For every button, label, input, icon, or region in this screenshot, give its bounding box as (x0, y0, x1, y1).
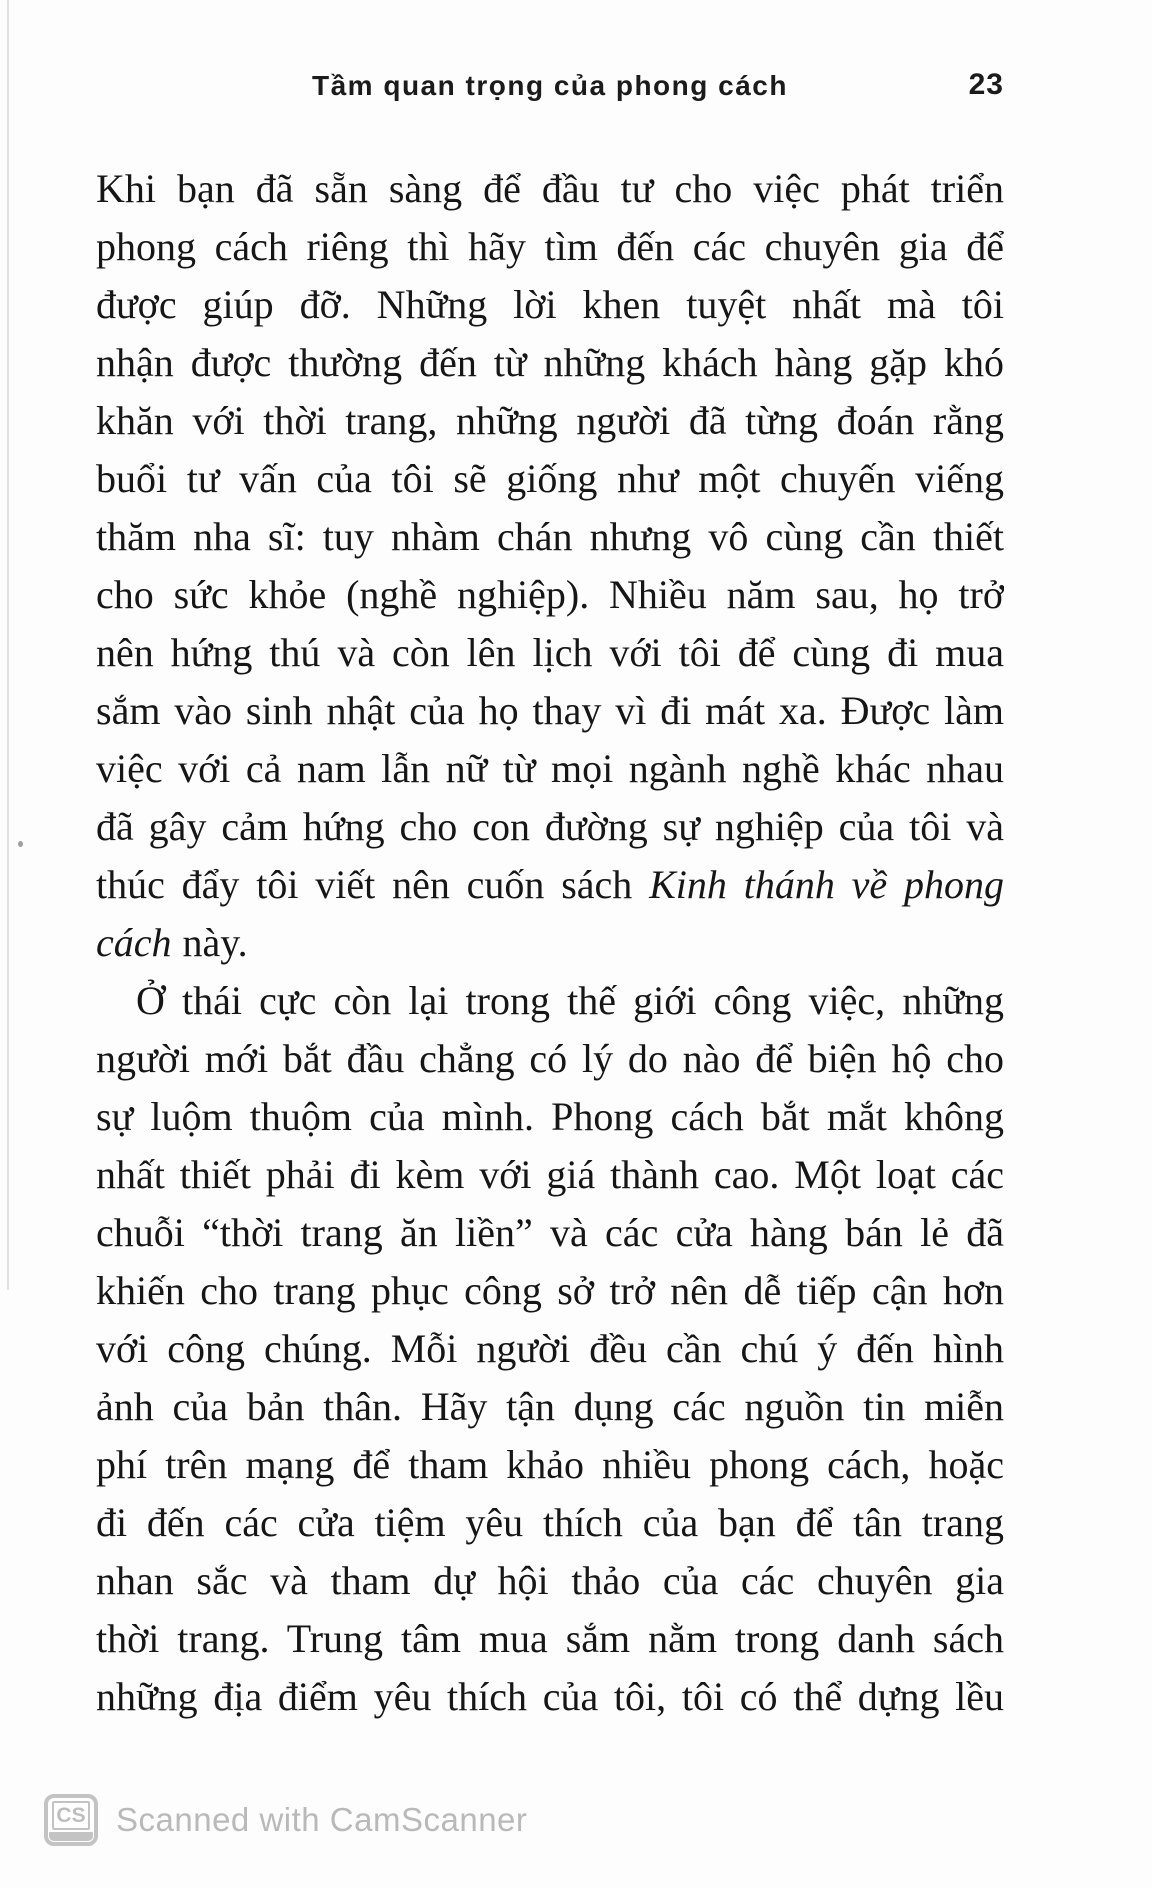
text-segment: nhận được thường đến từ những khách hàng gặp khó (96, 340, 1004, 385)
text-segment: phí trên mạng để tham khảo nhiều phong cách, hoặc (96, 1442, 1004, 1487)
text-segment: những địa điểm yêu thích của tôi, tôi có thể dựng lều (96, 1674, 1004, 1719)
watermark-text: Scanned with CamScanner (116, 1801, 528, 1838)
text-segment: người mới bắt đầu chẳng có lý do nào để biện hộ cho (96, 1036, 1004, 1081)
cs-icon-label: CS (52, 1801, 90, 1830)
text-line (96, 1320, 1004, 1378)
text-segment: phong cách riêng thì hãy tìm đến các chuyên gia để (96, 224, 1004, 269)
text-line (96, 856, 1004, 914)
text-segment: khiến cho trang phục công sở trở nên dễ tiếp cận hơn (96, 1268, 1004, 1313)
text-segment: nhất thiết phải đi kèm với giá thành cao. Một loạt các (96, 1152, 1004, 1197)
text-line (96, 624, 1004, 682)
text-segment: Khi bạn đã sẵn sàng để đầu tư cho việc phát triển (96, 166, 1004, 211)
running-header (96, 0, 1004, 120)
text-line (96, 798, 1004, 856)
book-title-italic: Kinh thánh về phong (649, 862, 1004, 907)
text-segment: thăm nha sĩ: tuy nhàm chán nhưng vô cùng cần thiết (96, 514, 1004, 559)
text-segment: thời trang. Trung tâm mua sắm nằm trong danh sách (96, 1616, 1004, 1661)
text-segment: sự luộm thuộm của mình. Phong cách bắt mắt không (96, 1094, 1004, 1139)
camscanner-cs-icon (44, 1794, 98, 1846)
page-number: 23 (968, 68, 1004, 101)
text-line (96, 914, 1004, 972)
text-line (96, 276, 1004, 334)
text-line (96, 1378, 1004, 1436)
cs-icon-bar (49, 1832, 93, 1841)
text-line (96, 1088, 1004, 1146)
text-segment: cho sức khỏe (nghề nghiệp). Nhiều năm sau, họ trở (96, 572, 1004, 617)
text-segment: nên hứng thú và còn lên lịch với tôi để cùng đi mua (96, 630, 1004, 675)
text-line (96, 218, 1004, 276)
chapter-title: Tầm quan trọng của phong cách (312, 70, 788, 101)
text-line (96, 682, 1004, 740)
text-segment: này. (171, 920, 248, 965)
text-line (96, 1146, 1004, 1204)
paragraph (96, 160, 1004, 972)
text-segment: chuỗi “thời trang ăn liền” và các cửa hàng bán lẻ đã (96, 1210, 1004, 1255)
text-segment: được giúp đỡ. Những lời khen tuyệt nhất mà tôi (96, 282, 1004, 327)
text-segment: buổi tư vấn của tôi sẽ giống như một chuyến viếng (96, 456, 1004, 501)
text-line (96, 740, 1004, 798)
text-segment: thúc đẩy tôi viết nên cuốn sách (96, 862, 650, 907)
text-line (96, 508, 1004, 566)
camscanner-watermark (44, 1792, 527, 1848)
text-segment: với công chúng. Mỗi người đều cần chú ý đến hình (96, 1326, 1004, 1371)
text-line (96, 450, 1004, 508)
scan-speck-artifact (18, 841, 23, 847)
text-segment: khăn với thời trang, những người đã từng đoán rằng (96, 398, 1004, 443)
text-line (96, 1552, 1004, 1610)
text-line (96, 566, 1004, 624)
text-segment: đã gây cảm hứng cho con đường sự nghiệp của tôi và (96, 804, 1004, 849)
paragraph (96, 972, 1004, 1726)
text-line (96, 392, 1004, 450)
text-line (96, 1436, 1004, 1494)
text-segment: nhan sắc và tham dự hội thảo của các chuyên gia (96, 1558, 1004, 1603)
text-line (96, 1610, 1004, 1668)
book-title-italic: cách (96, 920, 172, 965)
text-segment: Ở thái cực còn lại trong thế giới công việc, những (136, 978, 1004, 1023)
text-segment: đi đến các cửa tiệm yêu thích của bạn để tân trang (96, 1500, 1004, 1545)
text-line (96, 1030, 1004, 1088)
text-line (96, 972, 1004, 1030)
text-segment: sắm vào sinh nhật của họ thay vì đi mát xa. Được làm (96, 688, 1004, 733)
text-line (96, 1204, 1004, 1262)
scan-edge-artifact (7, 0, 9, 1290)
page-body (96, 160, 1004, 1726)
text-segment: việc với cả nam lẫn nữ từ mọi ngành nghề khác nhau (96, 746, 1004, 791)
text-segment: ảnh của bản thân. Hãy tận dụng các nguồn tin miễn (96, 1384, 1004, 1429)
text-line (96, 1262, 1004, 1320)
text-line (96, 1494, 1004, 1552)
text-line (96, 334, 1004, 392)
text-line (96, 1668, 1004, 1726)
text-line (96, 160, 1004, 218)
